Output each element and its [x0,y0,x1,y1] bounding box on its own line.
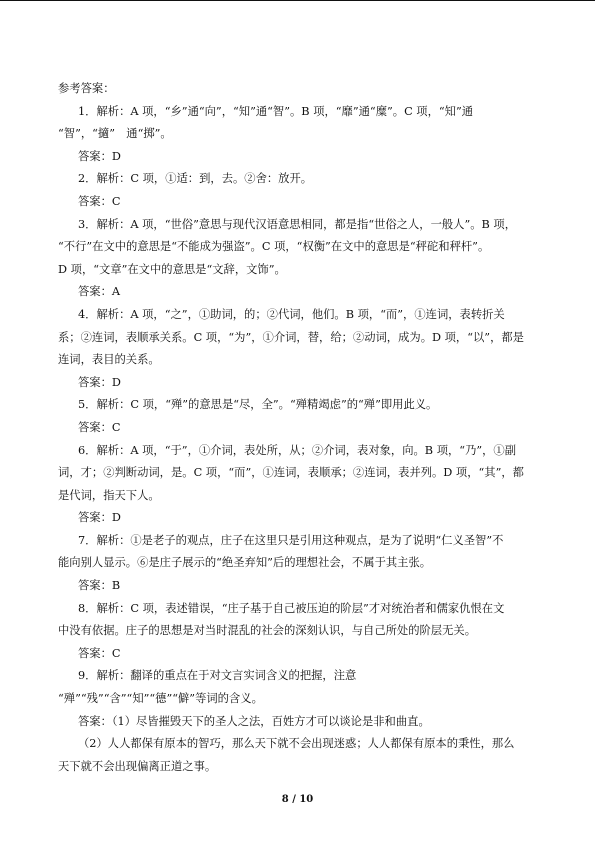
text-line: 答案：C [78,646,121,660]
answer-text-body [58,78,554,778]
page-number: 8 / 10 [281,794,314,805]
text-line: （2）人人都保有原本的智巧，那么天下就不会出现迷惑；人人都保有原本的秉性，那么 [78,737,515,751]
text-line: 答案：C [78,420,121,434]
text-line: 9．解析：翻译的重点在于对文言实词含义的把握，注意 [78,669,357,683]
text-line: “不行”在文中的意思是“不能成为强盗”。C 项，“权衡”在文中的意思是“秤砣和秤杆”。 [58,240,490,254]
text-line: 1．解析：A 项，“乡”通“向”，“知”通“智”。B 项，“靡”通“糜”。C 项，“知”通 [78,104,474,118]
text-line: 3．解析：A 项，“世俗”意思与现代汉语意思相同，都是指“世俗之人，一般人”。B 项， [78,217,517,231]
text-line: “殚”“残”“含”“知”“德”“僻”等词的含义。 [58,692,263,706]
header-rule [0,0,595,1]
text-line: 中没有依据。庄子的思想是对当时混乱的社会的深刻认识，与自己所处的阶层无关。 [58,624,476,638]
text-line: 是代词，指天下人。 [58,488,160,502]
text-line: 答案：D [78,375,121,389]
text-line: 参考答案： [58,82,115,95]
text-line: 答案：D [78,149,121,163]
text-line: 连词，表目的关系。 [58,353,160,367]
text-line: 答案：（1）尽皆摧毁天下的圣人之法，百姓方才可以谈论是非和曲直。 [78,714,430,728]
text-line: 答案：A [78,285,121,299]
text-line: 词，才；②判断动词，是。C 项，“而”，①连词，表顺承；②连词，表并列。D 项，“其”，都 [58,466,524,480]
text-line: 8．解析：C 项，表述错误，“庄子基于自己被压迫的阶层”才对统治者和儒家仇恨在文 [78,601,505,615]
text-line: 答案：B [78,579,121,593]
text-line: 5．解析：C 项，“殚”的意思是“尽，全”。“殚精竭虑”的“殚”即用此义。 [78,398,438,412]
text-line: 天下就不会出现偏离正道之事。 [58,759,217,773]
text-line: 7．解析：①是老子的观点，庄子在这里只是引用这种观点，是为了说明“仁义圣智”不 [78,533,504,547]
text-line: 能向别人显示。⑥是庄子展示的“绝圣弃知”后的理想社会，不属于其主张。 [58,556,432,570]
text-line: 6．解析：A 项，“于”，①介词，表处所，从；②介词，表对象，向。B 项，“乃”，①副 [78,443,517,457]
text-line: “智”，“擿” 通“掷”。 [58,127,172,141]
text-line: 答案：C [78,194,121,208]
text-line: 4．解析：A 项，“之”，①助词，的；②代词，他们。B 项，“而”，①连词，表转折关 [78,307,505,321]
text-line: 2．解析：C 项，①适：到，去。②舍：放开。 [78,172,313,186]
text-line: 系；②连词，表顺承关系。C 项，“为”，①介词，替，给；②动词，成为。D 项，“以”，都是 [58,330,524,344]
text-line: D 项，“文章”在文中的意思是“文辞，文饰”。 [58,262,286,276]
text-line: 答案：D [78,511,121,525]
